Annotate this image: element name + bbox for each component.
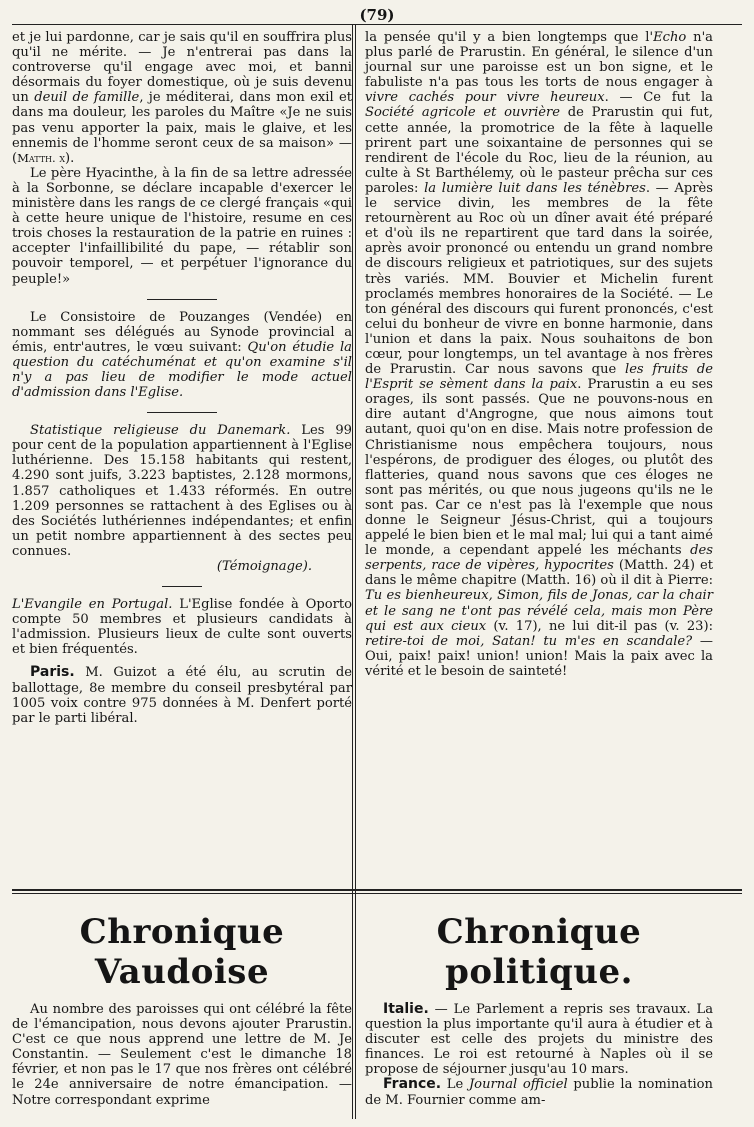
portugal-paragraph: L'Evangile en Portugal. L'Eglise fondée à Oporto compte 50 membres et plusieurs candidats à l'admission. Plusieurs lieux de culte sont ouverts et bien fréquentés. [12,597,352,658]
chronique-politique-heading: Chronique politique. [436,912,642,992]
separator [162,586,202,587]
letter-paragraph: et je lui pardonne, car je sais qu'il en souffrira plus qu'il ne mérite. — Je n'entrerai pas dans la controverse qu'il engage avec moi, et banni désormais du foyer domestique, où je suis devenu un deuil de famille, je méditerai, dans mon exil et dans ma douleur, les paroles du Maître «Je ne suis pas venu apporter la paix, mais le glaive, et les ennemis de l'homme seront ceux de sa maison» — (Matth. x). [12,30,352,166]
column-divider-inner [355,24,356,1119]
right-column [365,30,713,679]
left-column [12,30,352,726]
column-divider [352,24,353,1119]
section-rule [12,889,742,891]
chronique-vaudoise-heading: Chronique Vaudoise [79,912,285,992]
section-rule-thin [12,893,742,894]
top-rule [12,24,742,25]
paris-paragraph: Paris. M. Guizot a été élu, au scrutin de ballottage, 8e membre du conseil presbytéral par 1005 voix contre 975 données à M. Denfert porté par le parti libéral. [12,664,352,726]
france-paragraph: France. Le Journal officiel publie la nomination de M. Fournier comme am- [365,1076,713,1108]
separator [147,299,217,300]
statistique-paragraph: Statistique religieuse du Danemark. Les 99 pour cent de la population appartiennent à l'Eglise luthérienne. Des 15.158 habitants qui restent, 4.290 sont juifs, 3.223 baptistes, 2.128 mormons, 1.857 catholiques et 1.433 réformés. En outre 1.209 personnes se rattachent à des Eglises ou à des Sociétés luthériennes indépendantes; et enfin un petit nombre appartiennent à des sectes peu connues. [12,423,352,559]
chronique-politique-section [365,904,713,1108]
consistoire-paragraph: Le Consistoire de Pouzanges (Vendée) en nommant ses délégués au Synode provincial a émis, entr'autres, le vœu suivant: Qu'on étudie la question du catéchuménat et qu'on examine s'il n'y a pas lieu de modifier le mode actuel d'admission dans l'Eglise. [12,309,352,401]
hyacinthe-paragraph: Le père Hyacinthe, à la fin de sa lettre adressée à la Sorbonne, se déclare incapable d'exercer le ministère dans les rangs de ce clergé français «qui à cette heure unique de l'histoire, resume en ces trois choses la restauration de la patrie en ruines : accepter l'infaillibilité du pape, — rétablir son pouvoir temporel, — et perpétuer l'ignorance du peuple!» [12,165,352,287]
vaudoise-paragraph: Au nombre des paroisses qui ont célébré la fête de l'émancipation, nous devons ajouter Prarustin. C'est ce que nous apprend une lettre de M. Je Constantin. — Seulement c'est le dimanche 18 février, et non pas le 17 que nos frères ont célébré le 24e anniversaire de notre émancipation. — Notre correspondant exprime [12,1002,352,1108]
page-number: (79) [359,6,395,24]
italie-paragraph: Italie. — Le Parlement a repris ses travaux. La question la plus importante qu'il aura à étudier et à discuter est celle des projets du ministre des finances. Le roi est retourné à Naples où il se propose de séjourner jusqu'au 10 mars. [365,1001,713,1078]
separator [147,412,217,413]
temoignage-source: (Témoignage). [216,559,312,574]
prarustin-paragraph: la pensée qu'il y a bien longtemps que l'Echo n'a plus parlé de Prarustin. En général, le silence d'un journal sur une paroisse est un bon signe, et le fabuliste n'a pas tous les torts de nous engager à vivre cachés pour vivre heureux. — Ce fut la Société agricole et ouvrière de Prarustin qui fut, cette année, la promotrice de la fête à laquelle prirent part une soixantaine de personnes qui se rendirent de l'école du Roc, lieu de la réunion, au culte à St Barthélemy, où le pasteur prêcha sur ces paroles: la lumière luit dans les ténèbres. — Après le service divin, les membres de la fête retournèrent au Roc où un dîner avait été préparé et d'où ils ne repartirent que tard dans la soirée, après avoir prononcé ou entendu un grand nombre de discours religieux et patriotiques, sur des sujets très variés. MM. Bouvier et Michelin furent proclamés membres honoraires de la Société. — Le ton général des discours qui furent prononcés, c'est celui du bonheur de vivre en bonne harmonie, dans l'union et dans la paix. Nous souhaitons de bon cœur, pour longtemps, un tel avantage à nos frères de Prarustin. Car nous savons que les fruits de l'Esprit se sèment dans la paix. Prarustin a eu ses orages, ils sont passés. Que ne pouvons-nous en dire autant d'Angrogne, que nous aimons tout autant, quoi qu'on en dise. Mais notre profession de Christianisme nous empêchera toujours, nous l'espérons, de prodiguer des éloges, ou plutôt des flatteries, quand nous savons que ces éloges ne sont pas mérités, ou que nous jugeons qu'ils ne le sont pas. Car ce n'est pas là l'exemple que nous donne le Seigneur Jésus-Christ, qui a toujours appelé le bien bien et le mal mal; lui qui a tant aimé le monde, a cependant appelé les méchants des serpents, race de vipères, hypocrites (Matth. 24) et dans le même chapitre (Matth. 16) où il dit à Pierre: Tu es bienheureux, Simon, fils de Jonas, car la chair et le sang ne t'ont pas révélé cela, mais mon Père qui est aux cieux (v. 17), ne lui dit-il pas (v. 23): retire-toi de moi, Satan! tu m'es en scandale? — Oui, paix! paix! union! union! Mais la paix avec la vérité et le besoin de sainteté! [365,30,714,679]
chronique-vaudoise-section [12,904,352,1108]
